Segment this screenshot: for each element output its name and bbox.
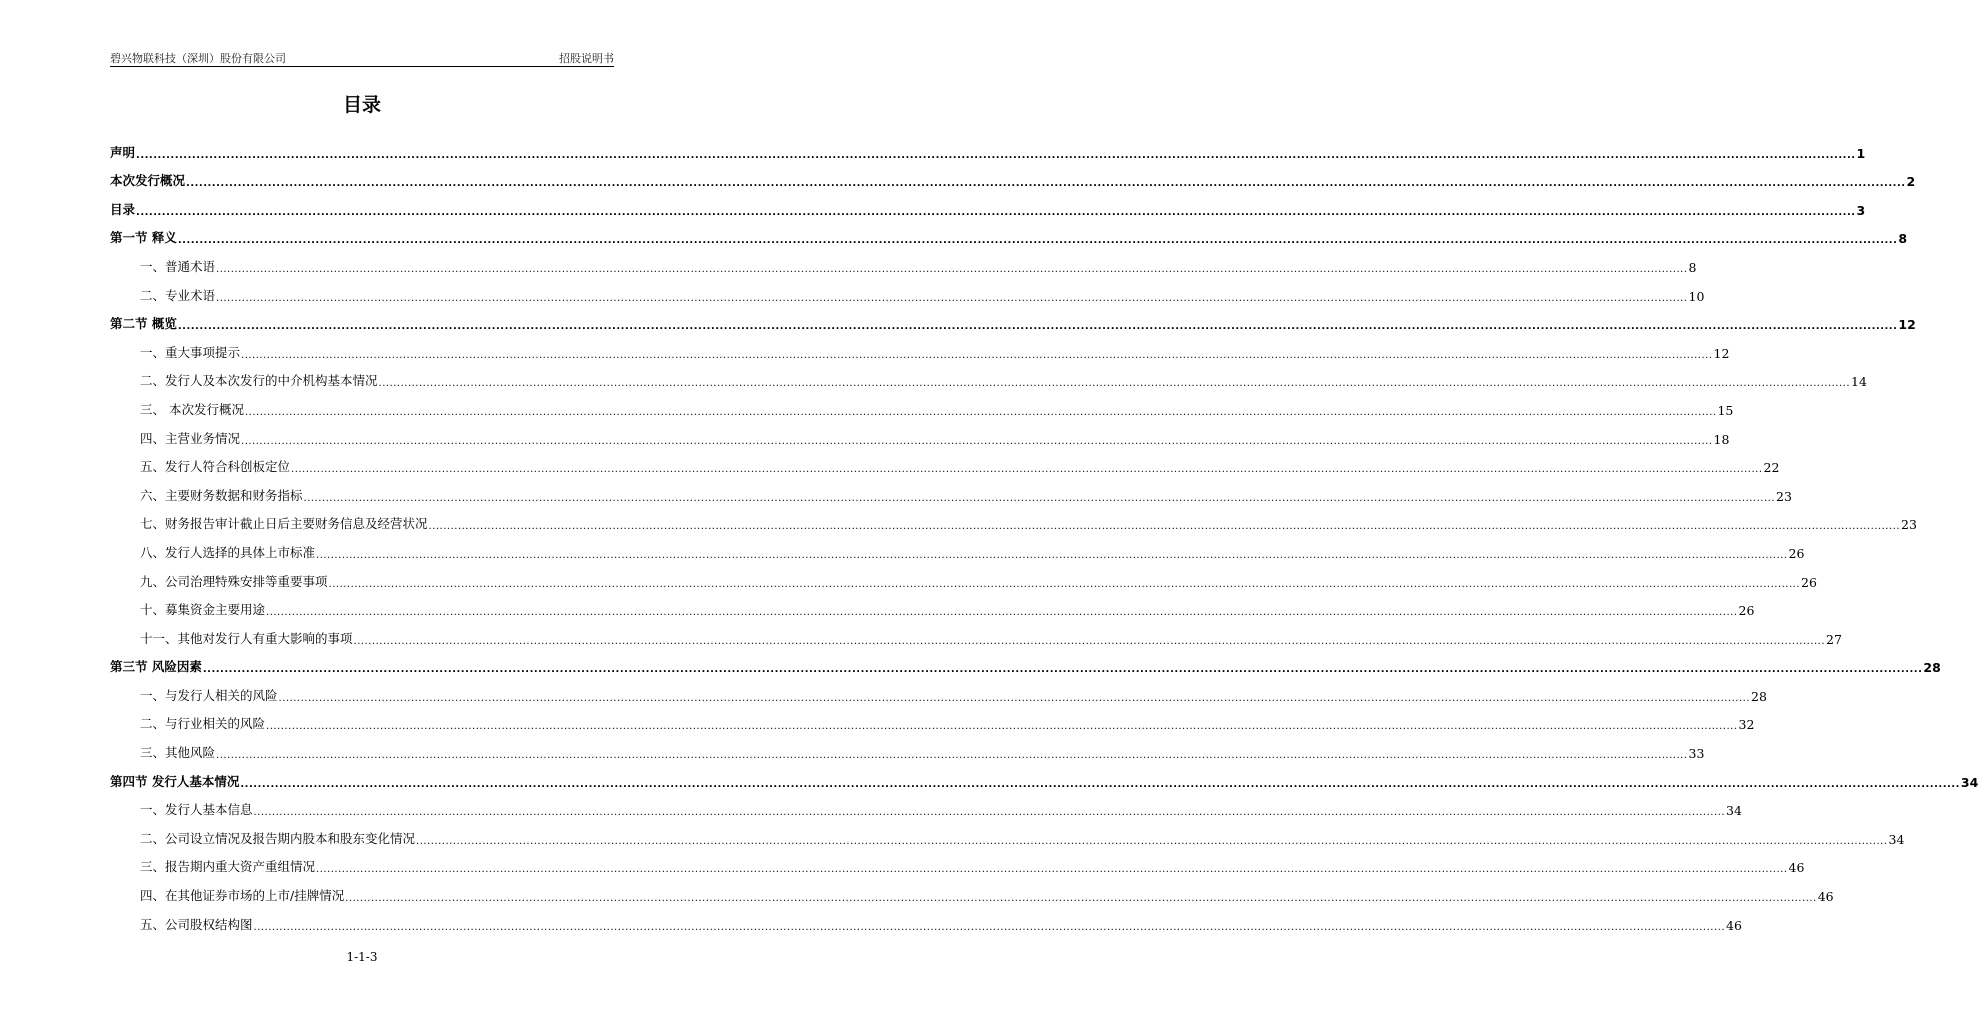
toc-entry-page: 34 (1960, 774, 1978, 790)
table-of-contents (110, 132, 1978, 933)
toc-entry-label: 二、专业术语 (140, 287, 216, 303)
toc-entry-label: 二、发行人及本次发行的中介机构基本情况 (140, 373, 378, 389)
toc-entry-label: 第四节 发行人基本情况 (110, 773, 240, 789)
toc-subsection-entry[interactable] (110, 675, 1767, 704)
toc-entry-page: 26 (1801, 574, 1817, 590)
toc-entry-page: 23 (1901, 517, 1917, 533)
toc-entry-page: 34 (1726, 803, 1742, 819)
toc-entry-page: 23 (1776, 488, 1792, 504)
header-company-name: 碧兴物联科技（深圳）股份有限公司 (110, 52, 286, 65)
toc-entry-page: 27 (1826, 631, 1842, 647)
toc-section-entry[interactable] (110, 132, 1866, 161)
toc-entry-label: 七、财务报告审计截止日后主要财务信息及经营状况 (140, 516, 428, 532)
toc-entry-label: 一、重大事项提示 (140, 344, 241, 360)
toc-dot-leader: ................................................................................................................................................................................................................................................................................................................................................................................................................ (253, 921, 1725, 933)
toc-entry-page: 34 (1888, 831, 1905, 847)
toc-dot-leader: ................................................................................................................................................................................................................................................................................................................................................................................................................ (240, 778, 1960, 790)
toc-entry-page: 14 (1851, 374, 1867, 390)
toc-entry-label: 声明 (110, 144, 136, 160)
toc-subsection-entry[interactable] (110, 704, 1755, 733)
toc-entry-page: 28 (1923, 660, 1941, 676)
toc-dot-leader: ................................................................................................................................................................................................................................................................................................................................................................................................................ (253, 807, 1725, 819)
toc-dot-leader: ................................................................................................................................................................................................................................................................................................................................................................................................................ (316, 549, 1788, 561)
toc-dot-leader: ................................................................................................................................................................................................................................................................................................................................................................................................................ (177, 321, 1898, 333)
toc-entry-page: 46 (1788, 860, 1805, 876)
toc-section-entry[interactable] (110, 161, 1916, 190)
toc-entry-label: 第三节 风险因素 (110, 659, 202, 675)
toc-section-entry[interactable] (110, 189, 1866, 218)
toc-dot-leader: ................................................................................................................................................................................................................................................................................................................................................................................................................ (136, 206, 1856, 218)
toc-entry-page: 8 (1898, 231, 1908, 247)
toc-section-entry[interactable] (110, 761, 1978, 790)
toc-subsection-entry[interactable] (110, 561, 1817, 590)
toc-dot-leader: ................................................................................................................................................................................................................................................................................................................................................................................................................ (266, 607, 1738, 619)
toc-subsection-entry[interactable] (110, 361, 1867, 390)
toc-subsection-entry[interactable] (110, 818, 1905, 847)
toc-dot-leader: ................................................................................................................................................................................................................................................................................................................................................................................................................ (266, 721, 1738, 733)
toc-entry-page: 2 (1906, 174, 1916, 190)
toc-entry-page: 12 (1713, 345, 1730, 361)
toc-dot-leader: ................................................................................................................................................................................................................................................................................................................................................................................................................ (202, 664, 1923, 676)
toc-entry-page: 10 (1688, 288, 1705, 304)
toc-entry-label: 二、与行业相关的风险 (140, 716, 266, 732)
toc-entry-label: 二、公司设立情况及报告期内股本和股东变化情况 (140, 830, 416, 846)
toc-subsection-entry[interactable] (110, 532, 1805, 561)
toc-entry-label: 一、与发行人相关的风险 (140, 687, 278, 703)
toc-entry-page: 26 (1788, 545, 1805, 561)
toc-subsection-entry[interactable] (110, 847, 1805, 876)
toc-dot-leader: ................................................................................................................................................................................................................................................................................................................................................................................................................ (216, 263, 1688, 275)
toc-subsection-entry[interactable] (110, 618, 1842, 647)
toc-entry-label: 一、发行人基本信息 (140, 802, 253, 818)
toc-entry-label: 第二节 概览 (110, 316, 177, 332)
toc-entry-page: 18 (1713, 431, 1730, 447)
toc-entry-label: 十一、其他对发行人有重大影响的事项 (140, 630, 353, 646)
toc-entry-label: 五、发行人符合科创板定位 (140, 459, 291, 475)
toc-entry-page: 22 (1763, 460, 1780, 476)
toc-dot-leader: ................................................................................................................................................................................................................................................................................................................................................................................................................ (278, 692, 1750, 704)
toc-dot-leader: ................................................................................................................................................................................................................................................................................................................................................................................................................ (216, 292, 1688, 304)
toc-entry-label: 三、其他风险 (140, 745, 216, 761)
toc-entry-label: 四、在其他证券市场的上市/挂牌情况 (140, 888, 345, 904)
toc-subsection-entry[interactable] (110, 875, 1834, 905)
toc-entry-label: 目录 (110, 201, 136, 217)
toc-subsection-entry[interactable] (110, 418, 1730, 447)
toc-dot-leader: ................................................................................................................................................................................................................................................................................................................................................................................................................ (216, 750, 1688, 762)
toc-subsection-entry[interactable] (110, 275, 1705, 304)
page-number: 1-1-3 (346, 950, 378, 964)
toc-dot-leader: ................................................................................................................................................................................................................................................................................................................................................................................................................ (416, 835, 1888, 847)
toc-subsection-entry[interactable] (110, 590, 1755, 619)
header-doc-type: 招股说明书 (559, 52, 614, 65)
toc-dot-leader: ................................................................................................................................................................................................................................................................................................................................................................................................................ (177, 235, 1898, 247)
toc-dot-leader: ................................................................................................................................................................................................................................................................................................................................................................................................................ (241, 349, 1713, 361)
toc-entry-label: 一、普通术语 (140, 258, 216, 274)
toc-subsection-entry[interactable] (110, 475, 1792, 504)
toc-entry-page: 28 (1751, 688, 1767, 704)
toc-entry-page: 8 (1688, 259, 1697, 275)
toc-dot-leader: ................................................................................................................................................................................................................................................................................................................................................................................................................ (136, 149, 1856, 161)
toc-subsection-entry[interactable] (110, 732, 1705, 762)
toc-entry-page: 46 (1817, 889, 1834, 905)
toc-entry-label: 三、 本次发行概况 (140, 401, 244, 417)
toc-entry-label: 五、公司股权结构图 (140, 916, 253, 932)
toc-dot-leader: ................................................................................................................................................................................................................................................................................................................................................................................................................ (241, 435, 1713, 447)
toc-subsection-entry[interactable] (110, 790, 1742, 819)
toc-dot-leader: ................................................................................................................................................................................................................................................................................................................................................................................................................ (291, 464, 1763, 476)
toc-entry-label: 十、募集资金主要用途 (140, 602, 266, 618)
toc-entry-page: 1 (1856, 145, 1866, 161)
toc-entry-page: 12 (1898, 317, 1916, 333)
page-title: 目录 (342, 94, 381, 116)
toc-entry-page: 33 (1688, 746, 1705, 762)
toc-section-entry[interactable] (110, 304, 1916, 333)
toc-dot-leader: ................................................................................................................................................................................................................................................................................................................................................................................................................ (316, 864, 1788, 876)
toc-subsection-entry[interactable] (110, 504, 1917, 533)
toc-entry-page: 3 (1856, 202, 1866, 218)
toc-section-entry[interactable] (110, 218, 1908, 247)
toc-subsection-entry[interactable] (110, 389, 1734, 418)
toc-entry-label: 四、主营业务情况 (140, 430, 241, 446)
toc-entry-page: 15 (1717, 402, 1734, 418)
toc-dot-leader: ................................................................................................................................................................................................................................................................................................................................................................................................................ (428, 521, 1900, 533)
toc-dot-leader: ................................................................................................................................................................................................................................................................................................................................................................................................................ (328, 578, 1800, 590)
toc-section-entry[interactable] (110, 647, 1941, 676)
toc-entry-label: 三、报告期内重大资产重组情况 (140, 859, 316, 875)
toc-dot-leader: ................................................................................................................................................................................................................................................................................................................................................................................................................ (244, 406, 1717, 418)
toc-entry-label: 九、公司治理特殊安排等重要事项 (140, 573, 328, 589)
toc-entry-label: 第一节 释义 (110, 230, 177, 246)
page-header (110, 50, 614, 67)
toc-dot-leader: ................................................................................................................................................................................................................................................................................................................................................................................................................ (303, 492, 1775, 504)
toc-entry-page: 32 (1738, 717, 1755, 733)
toc-entry-page: 26 (1738, 603, 1755, 619)
toc-subsection-entry[interactable] (110, 904, 1742, 933)
toc-entry-label: 八、发行人选择的具体上市标准 (140, 544, 316, 560)
toc-entry-page: 46 (1726, 917, 1742, 933)
toc-dot-leader: ................................................................................................................................................................................................................................................................................................................................................................................................................ (353, 635, 1825, 647)
toc-entry-label: 本次发行概况 (110, 173, 186, 189)
toc-subsection-entry[interactable] (110, 332, 1730, 361)
toc-subsection-entry[interactable] (110, 447, 1780, 476)
toc-dot-leader: ................................................................................................................................................................................................................................................................................................................................................................................................................ (186, 178, 1906, 190)
toc-dot-leader: ................................................................................................................................................................................................................................................................................................................................................................................................................ (378, 378, 1850, 390)
toc-dot-leader: ................................................................................................................................................................................................................................................................................................................................................................................................................ (345, 893, 1817, 905)
toc-entry-label: 六、主要财务数据和财务指标 (140, 487, 303, 503)
toc-subsection-entry[interactable] (110, 246, 1697, 275)
